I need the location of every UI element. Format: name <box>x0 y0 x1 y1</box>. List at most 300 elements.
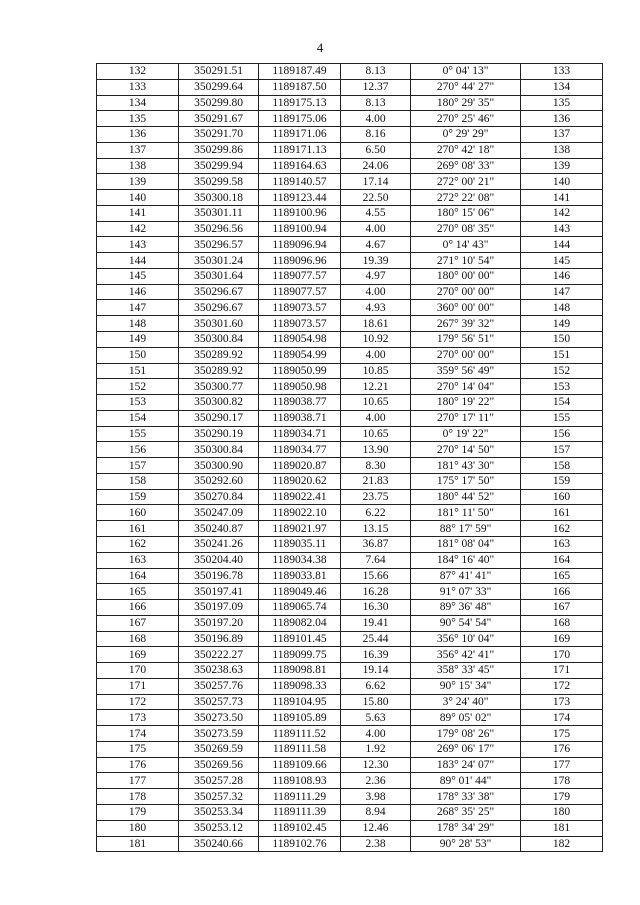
bearing-cell: 184° 16' 40" <box>411 552 521 568</box>
bearing-cell: 269° 06' 17" <box>411 741 521 757</box>
x-coordinate-cell: 350296.67 <box>179 284 259 300</box>
y-coordinate-cell: 1189101.45 <box>259 631 341 647</box>
x-coordinate-cell: 350257.73 <box>179 694 259 710</box>
table-row <box>97 142 603 158</box>
x-coordinate-cell: 350299.58 <box>179 174 259 190</box>
x-coordinate-cell: 350273.59 <box>179 726 259 742</box>
x-coordinate-cell: 350292.60 <box>179 473 259 489</box>
y-coordinate-cell: 1189102.45 <box>259 820 341 836</box>
next-point-cell: 165 <box>521 568 603 584</box>
point-number-cell: 157 <box>97 458 179 474</box>
distance-cell: 16.30 <box>341 600 411 616</box>
bearing-cell: 183° 24' 07" <box>411 757 521 773</box>
bearing-cell: 270° 42' 18" <box>411 142 521 158</box>
y-coordinate-cell: 1189038.77 <box>259 395 341 411</box>
distance-cell: 4.67 <box>341 237 411 253</box>
next-point-cell: 144 <box>521 237 603 253</box>
x-coordinate-cell: 350240.66 <box>179 836 259 852</box>
distance-cell: 4.00 <box>341 221 411 237</box>
point-number-cell: 170 <box>97 663 179 679</box>
next-point-cell: 178 <box>521 773 603 789</box>
next-point-cell: 181 <box>521 820 603 836</box>
x-coordinate-cell: 350300.84 <box>179 442 259 458</box>
distance-cell: 21.83 <box>341 473 411 489</box>
point-number-cell: 150 <box>97 347 179 363</box>
y-coordinate-cell: 1189049.46 <box>259 584 341 600</box>
distance-cell: 25.44 <box>341 631 411 647</box>
y-coordinate-cell: 1189020.62 <box>259 473 341 489</box>
x-coordinate-cell: 350257.76 <box>179 678 259 694</box>
point-number-cell: 165 <box>97 584 179 600</box>
table-row <box>97 836 603 852</box>
point-number-cell: 149 <box>97 332 179 348</box>
y-coordinate-cell: 1189034.77 <box>259 442 341 458</box>
x-coordinate-cell: 350257.32 <box>179 789 259 805</box>
y-coordinate-cell: 1189054.98 <box>259 332 341 348</box>
distance-cell: 19.39 <box>341 253 411 269</box>
x-coordinate-cell: 350296.57 <box>179 237 259 253</box>
y-coordinate-cell: 1189020.87 <box>259 458 341 474</box>
x-coordinate-cell: 350238.63 <box>179 663 259 679</box>
distance-cell: 19.41 <box>341 615 411 631</box>
table-row <box>97 410 603 426</box>
y-coordinate-cell: 1189187.49 <box>259 64 341 80</box>
table-row <box>97 395 603 411</box>
point-number-cell: 136 <box>97 127 179 143</box>
x-coordinate-cell: 350300.82 <box>179 395 259 411</box>
table-row <box>97 127 603 143</box>
point-number-cell: 169 <box>97 647 179 663</box>
point-number-cell: 137 <box>97 142 179 158</box>
next-point-cell: 135 <box>521 95 603 111</box>
table-row <box>97 552 603 568</box>
table-row <box>97 741 603 757</box>
point-number-cell: 139 <box>97 174 179 190</box>
x-coordinate-cell: 350299.64 <box>179 79 259 95</box>
distance-cell: 10.65 <box>341 395 411 411</box>
next-point-cell: 173 <box>521 694 603 710</box>
bearing-cell: 90° 28' 53" <box>411 836 521 852</box>
bearing-cell: 0° 19' 22" <box>411 426 521 442</box>
distance-cell: 6.50 <box>341 142 411 158</box>
next-point-cell: 176 <box>521 741 603 757</box>
bearing-cell: 178° 33' 38" <box>411 789 521 805</box>
point-number-cell: 181 <box>97 836 179 852</box>
distance-cell: 12.21 <box>341 379 411 395</box>
distance-cell: 13.90 <box>341 442 411 458</box>
x-coordinate-cell: 350247.09 <box>179 505 259 521</box>
next-point-cell: 166 <box>521 584 603 600</box>
next-point-cell: 147 <box>521 284 603 300</box>
y-coordinate-cell: 1189109.66 <box>259 757 341 773</box>
distance-cell: 15.80 <box>341 694 411 710</box>
bearing-cell: 3° 24' 40" <box>411 694 521 710</box>
table-row <box>97 647 603 663</box>
distance-cell: 23.75 <box>341 489 411 505</box>
next-point-cell: 168 <box>521 615 603 631</box>
next-point-cell: 151 <box>521 347 603 363</box>
table-row <box>97 379 603 395</box>
next-point-cell: 150 <box>521 332 603 348</box>
next-point-cell: 155 <box>521 410 603 426</box>
point-number-cell: 180 <box>97 820 179 836</box>
x-coordinate-cell: 350204.40 <box>179 552 259 568</box>
x-coordinate-cell: 350197.09 <box>179 600 259 616</box>
point-number-cell: 176 <box>97 757 179 773</box>
y-coordinate-cell: 1189033.81 <box>259 568 341 584</box>
distance-cell: 4.00 <box>341 726 411 742</box>
table-row <box>97 789 603 805</box>
next-point-cell: 142 <box>521 205 603 221</box>
point-number-cell: 142 <box>97 221 179 237</box>
x-coordinate-cell: 350240.87 <box>179 521 259 537</box>
table-row <box>97 458 603 474</box>
point-number-cell: 167 <box>97 615 179 631</box>
bearing-cell: 87° 41' 41" <box>411 568 521 584</box>
next-point-cell: 143 <box>521 221 603 237</box>
point-number-cell: 151 <box>97 363 179 379</box>
table-row <box>97 174 603 190</box>
next-point-cell: 154 <box>521 395 603 411</box>
point-number-cell: 175 <box>97 741 179 757</box>
bearing-cell: 271° 10' 54" <box>411 253 521 269</box>
x-coordinate-cell: 350196.78 <box>179 568 259 584</box>
next-point-cell: 163 <box>521 536 603 552</box>
distance-cell: 12.30 <box>341 757 411 773</box>
table-row <box>97 64 603 80</box>
distance-cell: 7.64 <box>341 552 411 568</box>
point-number-cell: 171 <box>97 678 179 694</box>
distance-cell: 19.14 <box>341 663 411 679</box>
point-number-cell: 161 <box>97 521 179 537</box>
bearing-cell: 270° 00' 00" <box>411 284 521 300</box>
next-point-cell: 133 <box>521 64 603 80</box>
y-coordinate-cell: 1189111.52 <box>259 726 341 742</box>
next-point-cell: 139 <box>521 158 603 174</box>
bearing-cell: 178° 34' 29" <box>411 820 521 836</box>
point-number-cell: 177 <box>97 773 179 789</box>
y-coordinate-cell: 1189102.76 <box>259 836 341 852</box>
next-point-cell: 134 <box>521 79 603 95</box>
x-coordinate-cell: 350290.17 <box>179 410 259 426</box>
bearing-cell: 356° 10' 04" <box>411 631 521 647</box>
table-row <box>97 363 603 379</box>
y-coordinate-cell: 1189035.11 <box>259 536 341 552</box>
table-row <box>97 442 603 458</box>
next-point-cell: 175 <box>521 726 603 742</box>
y-coordinate-cell: 1189111.58 <box>259 741 341 757</box>
distance-cell: 12.46 <box>341 820 411 836</box>
page-number: 4 <box>316 40 324 55</box>
point-number-cell: 172 <box>97 694 179 710</box>
table-row <box>97 221 603 237</box>
x-coordinate-cell: 350291.51 <box>179 64 259 80</box>
bearing-cell: 0° 29' 29" <box>411 127 521 143</box>
x-coordinate-cell: 350197.41 <box>179 584 259 600</box>
x-coordinate-cell: 350299.80 <box>179 95 259 111</box>
distance-cell: 3.98 <box>341 789 411 805</box>
point-number-cell: 141 <box>97 205 179 221</box>
table-row <box>97 615 603 631</box>
x-coordinate-cell: 350300.90 <box>179 458 259 474</box>
point-number-cell: 178 <box>97 789 179 805</box>
distance-cell: 36.87 <box>341 536 411 552</box>
table-row <box>97 584 603 600</box>
table-row <box>97 568 603 584</box>
next-point-cell: 146 <box>521 268 603 284</box>
y-coordinate-cell: 1189171.06 <box>259 127 341 143</box>
table-row <box>97 663 603 679</box>
next-point-cell: 167 <box>521 600 603 616</box>
table-row <box>97 536 603 552</box>
table-row <box>97 631 603 647</box>
table-row <box>97 237 603 253</box>
distance-cell: 16.39 <box>341 647 411 663</box>
point-number-cell: 155 <box>97 426 179 442</box>
table-row <box>97 804 603 820</box>
y-coordinate-cell: 1189073.57 <box>259 300 341 316</box>
y-coordinate-cell: 1189034.71 <box>259 426 341 442</box>
point-number-cell: 173 <box>97 710 179 726</box>
bearing-cell: 181° 08' 04" <box>411 536 521 552</box>
distance-cell: 4.00 <box>341 284 411 300</box>
y-coordinate-cell: 1189108.93 <box>259 773 341 789</box>
distance-cell: 2.38 <box>341 836 411 852</box>
y-coordinate-cell: 1189111.39 <box>259 804 341 820</box>
table-row <box>97 489 603 505</box>
next-point-cell: 162 <box>521 521 603 537</box>
x-coordinate-cell: 350289.92 <box>179 363 259 379</box>
point-number-cell: 160 <box>97 505 179 521</box>
table-row <box>97 332 603 348</box>
table-row <box>97 158 603 174</box>
bearing-cell: 0° 14' 43" <box>411 237 521 253</box>
bearing-cell: 180° 15' 06" <box>411 205 521 221</box>
x-coordinate-cell: 350270.84 <box>179 489 259 505</box>
next-point-cell: 169 <box>521 631 603 647</box>
bearing-cell: 270° 14' 04" <box>411 379 521 395</box>
x-coordinate-cell: 350269.59 <box>179 741 259 757</box>
y-coordinate-cell: 1189022.10 <box>259 505 341 521</box>
x-coordinate-cell: 350290.19 <box>179 426 259 442</box>
bearing-cell: 270° 08' 35" <box>411 221 521 237</box>
y-coordinate-cell: 1189100.94 <box>259 221 341 237</box>
distance-cell: 15.66 <box>341 568 411 584</box>
y-coordinate-cell: 1189140.57 <box>259 174 341 190</box>
point-number-cell: 179 <box>97 804 179 820</box>
bearing-cell: 89° 05' 02" <box>411 710 521 726</box>
next-point-cell: 156 <box>521 426 603 442</box>
next-point-cell: 137 <box>521 127 603 143</box>
distance-cell: 16.28 <box>341 584 411 600</box>
x-coordinate-cell: 350299.94 <box>179 158 259 174</box>
table-row <box>97 473 603 489</box>
distance-cell: 13.15 <box>341 521 411 537</box>
bearing-cell: 180° 00' 00" <box>411 268 521 284</box>
point-number-cell: 148 <box>97 316 179 332</box>
y-coordinate-cell: 1189038.71 <box>259 410 341 426</box>
next-point-cell: 171 <box>521 663 603 679</box>
point-number-cell: 138 <box>97 158 179 174</box>
next-point-cell: 180 <box>521 804 603 820</box>
x-coordinate-cell: 350273.50 <box>179 710 259 726</box>
next-point-cell: 159 <box>521 473 603 489</box>
distance-cell: 18.61 <box>341 316 411 332</box>
boundary-points-table <box>96 63 603 852</box>
table-row <box>97 284 603 300</box>
point-number-cell: 158 <box>97 473 179 489</box>
point-number-cell: 145 <box>97 268 179 284</box>
next-point-cell: 141 <box>521 190 603 206</box>
distance-cell: 10.85 <box>341 363 411 379</box>
y-coordinate-cell: 1189021.97 <box>259 521 341 537</box>
table-row <box>97 726 603 742</box>
x-coordinate-cell: 350301.24 <box>179 253 259 269</box>
y-coordinate-cell: 1189099.75 <box>259 647 341 663</box>
bearing-cell: 180° 19' 22" <box>411 395 521 411</box>
bearing-cell: 180° 44' 52" <box>411 489 521 505</box>
y-coordinate-cell: 1189050.99 <box>259 363 341 379</box>
point-number-cell: 154 <box>97 410 179 426</box>
bearing-cell: 179° 56' 51" <box>411 332 521 348</box>
next-point-cell: 140 <box>521 174 603 190</box>
table-row <box>97 268 603 284</box>
distance-cell: 10.92 <box>341 332 411 348</box>
table-row <box>97 111 603 127</box>
point-number-cell: 146 <box>97 284 179 300</box>
distance-cell: 12.37 <box>341 79 411 95</box>
y-coordinate-cell: 1189034.38 <box>259 552 341 568</box>
bearing-cell: 88° 17' 59" <box>411 521 521 537</box>
next-point-cell: 170 <box>521 647 603 663</box>
y-coordinate-cell: 1189073.57 <box>259 316 341 332</box>
y-coordinate-cell: 1189098.81 <box>259 663 341 679</box>
distance-cell: 6.62 <box>341 678 411 694</box>
distance-cell: 6.22 <box>341 505 411 521</box>
table-row <box>97 347 603 363</box>
table-row <box>97 253 603 269</box>
bearing-cell: 89° 36' 48" <box>411 600 521 616</box>
table-row <box>97 678 603 694</box>
table-row <box>97 820 603 836</box>
x-coordinate-cell: 350253.34 <box>179 804 259 820</box>
bearing-cell: 0° 04' 13" <box>411 64 521 80</box>
y-coordinate-cell: 1189123.44 <box>259 190 341 206</box>
point-number-cell: 153 <box>97 395 179 411</box>
next-point-cell: 177 <box>521 757 603 773</box>
bearing-cell: 356° 42' 41" <box>411 647 521 663</box>
distance-cell: 8.94 <box>341 804 411 820</box>
bearing-cell: 270° 00' 00" <box>411 347 521 363</box>
next-point-cell: 152 <box>521 363 603 379</box>
bearing-cell: 90° 54' 54" <box>411 615 521 631</box>
x-coordinate-cell: 350241.26 <box>179 536 259 552</box>
distance-cell: 5.63 <box>341 710 411 726</box>
distance-cell: 8.16 <box>341 127 411 143</box>
point-number-cell: 164 <box>97 568 179 584</box>
x-coordinate-cell: 350222.27 <box>179 647 259 663</box>
next-point-cell: 182 <box>521 836 603 852</box>
bearing-cell: 268° 35' 25" <box>411 804 521 820</box>
x-coordinate-cell: 350289.92 <box>179 347 259 363</box>
y-coordinate-cell: 1189098.33 <box>259 678 341 694</box>
distance-cell: 8.30 <box>341 458 411 474</box>
table-row <box>97 600 603 616</box>
x-coordinate-cell: 350301.60 <box>179 316 259 332</box>
y-coordinate-cell: 1189164.63 <box>259 158 341 174</box>
next-point-cell: 160 <box>521 489 603 505</box>
bearing-cell: 267° 39' 32" <box>411 316 521 332</box>
x-coordinate-cell: 350257.28 <box>179 773 259 789</box>
bearing-cell: 360° 00' 00" <box>411 300 521 316</box>
point-number-cell: 156 <box>97 442 179 458</box>
table-row <box>97 773 603 789</box>
x-coordinate-cell: 350197.20 <box>179 615 259 631</box>
distance-cell: 10.65 <box>341 426 411 442</box>
point-number-cell: 162 <box>97 536 179 552</box>
y-coordinate-cell: 1189096.96 <box>259 253 341 269</box>
point-number-cell: 166 <box>97 600 179 616</box>
distance-cell: 2.36 <box>341 773 411 789</box>
point-number-cell: 147 <box>97 300 179 316</box>
bearing-cell: 179° 08' 26" <box>411 726 521 742</box>
x-coordinate-cell: 350300.18 <box>179 190 259 206</box>
y-coordinate-cell: 1189187.50 <box>259 79 341 95</box>
y-coordinate-cell: 1189175.06 <box>259 111 341 127</box>
distance-cell: 1.92 <box>341 741 411 757</box>
bearing-cell: 270° 14' 50" <box>411 442 521 458</box>
next-point-cell: 149 <box>521 316 603 332</box>
bearing-cell: 89° 01' 44" <box>411 773 521 789</box>
y-coordinate-cell: 1189082.04 <box>259 615 341 631</box>
x-coordinate-cell: 350301.11 <box>179 205 259 221</box>
point-number-cell: 143 <box>97 237 179 253</box>
next-point-cell: 157 <box>521 442 603 458</box>
point-number-cell: 174 <box>97 726 179 742</box>
bearing-cell: 90° 15' 34" <box>411 678 521 694</box>
table-row <box>97 79 603 95</box>
x-coordinate-cell: 350291.70 <box>179 127 259 143</box>
bearing-cell: 181° 11' 50" <box>411 505 521 521</box>
y-coordinate-cell: 1189096.94 <box>259 237 341 253</box>
distance-cell: 4.00 <box>341 347 411 363</box>
y-coordinate-cell: 1189022.41 <box>259 489 341 505</box>
distance-cell: 24.06 <box>341 158 411 174</box>
distance-cell: 8.13 <box>341 95 411 111</box>
next-point-cell: 164 <box>521 552 603 568</box>
distance-cell: 4.00 <box>341 111 411 127</box>
point-number-cell: 134 <box>97 95 179 111</box>
next-point-cell: 136 <box>521 111 603 127</box>
next-point-cell: 172 <box>521 678 603 694</box>
y-coordinate-cell: 1189111.29 <box>259 789 341 805</box>
bearing-cell: 175° 17' 50" <box>411 473 521 489</box>
x-coordinate-cell: 350253.12 <box>179 820 259 836</box>
x-coordinate-cell: 350269.56 <box>179 757 259 773</box>
point-number-cell: 163 <box>97 552 179 568</box>
bearing-cell: 272° 22' 08" <box>411 190 521 206</box>
next-point-cell: 148 <box>521 300 603 316</box>
bearing-cell: 180° 29' 35" <box>411 95 521 111</box>
next-point-cell: 153 <box>521 379 603 395</box>
x-coordinate-cell: 350196.89 <box>179 631 259 647</box>
point-number-cell: 140 <box>97 190 179 206</box>
y-coordinate-cell: 1189065.74 <box>259 600 341 616</box>
y-coordinate-cell: 1189175.13 <box>259 95 341 111</box>
distance-cell: 17.14 <box>341 174 411 190</box>
bearing-cell: 270° 17' 11" <box>411 410 521 426</box>
y-coordinate-cell: 1189104.95 <box>259 694 341 710</box>
